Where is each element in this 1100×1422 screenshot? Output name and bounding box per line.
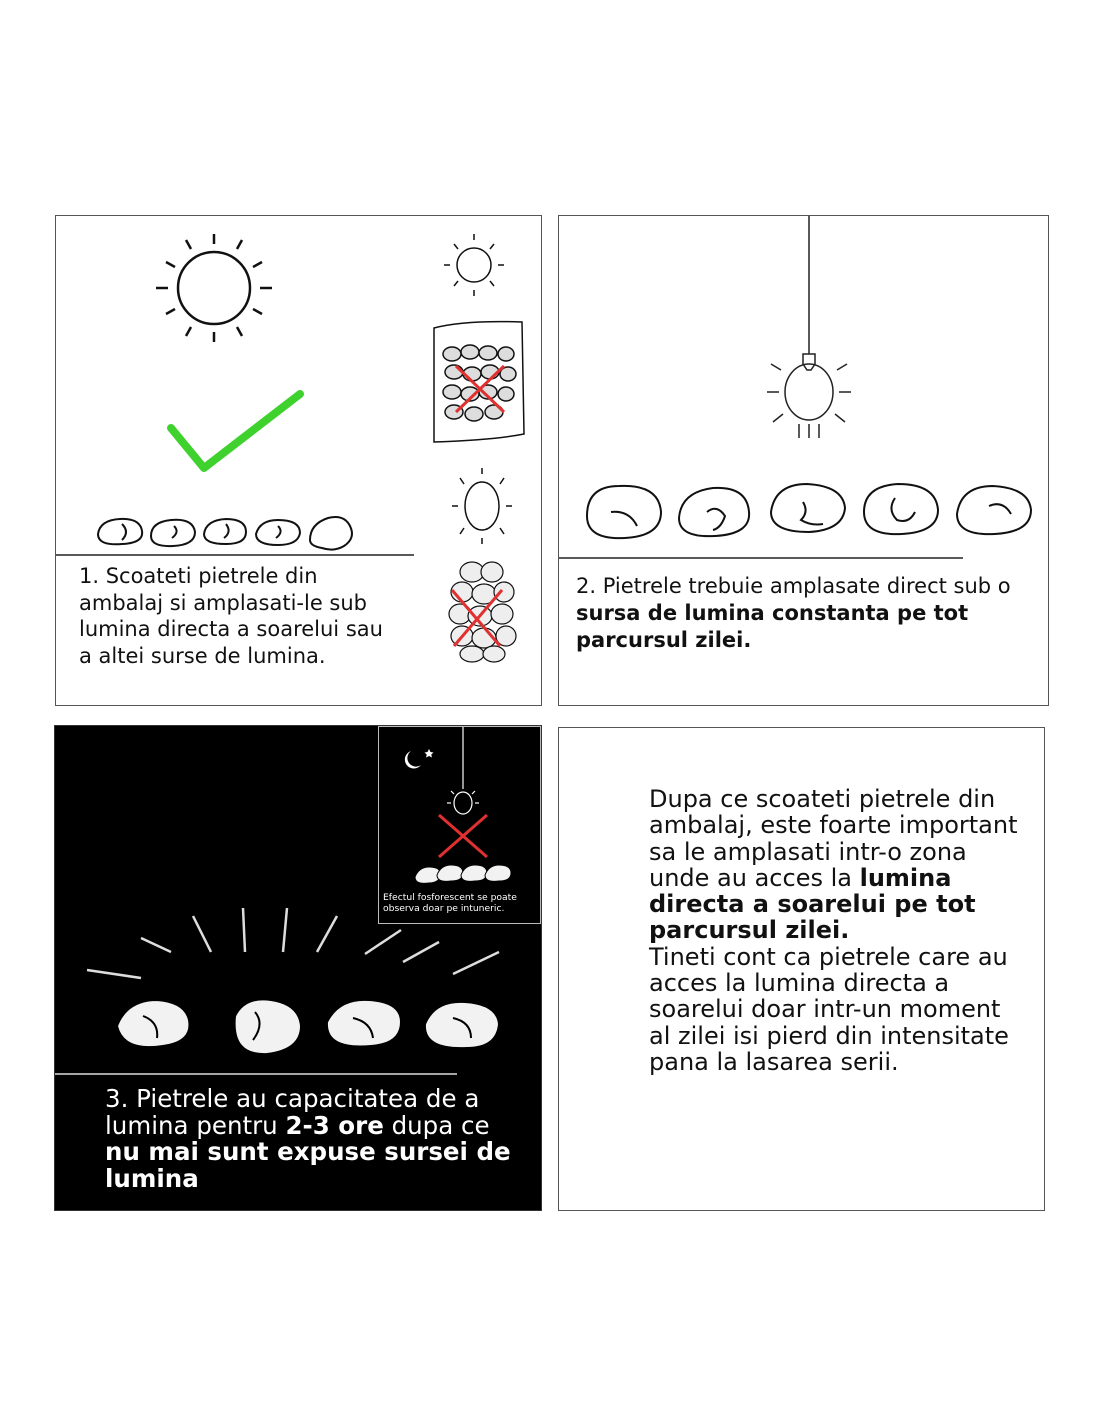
step-3-text-2: 2-3 ore [285,1110,384,1140]
panel-step-3 [54,725,542,1211]
night-inset [378,726,541,924]
moon-icon [405,751,421,769]
panel-step-2 [558,215,1049,706]
sun-icon [156,234,272,342]
info-text-1: Dupa ce scoateti pietrele din ambalaj, este foarte important sa le amplasati intr-o zona unde au acces la [649,785,1018,892]
bulb-icon [767,216,851,438]
step-2-text [576,573,1046,654]
panel-info [558,727,1045,1211]
bulb-icon [447,727,479,814]
info-text-2: lumina directa a soarelui pe tot parcursul zilei. [649,863,976,945]
night-inset-note: Efectul fosforescent se poate observa doar pe intuneric. [383,892,517,914]
stone-icon [587,484,1031,538]
stone-icon [117,999,499,1054]
cross-icon [439,815,487,857]
info-text [649,786,1019,1075]
check-icon [171,394,300,468]
star-icon [425,749,434,758]
sun-icon [452,468,512,544]
step-3-text-1: 3. Pietrele au capacitatea de a lumina pentru [105,1084,480,1140]
step-3-text [105,1086,525,1192]
bag-icon [434,322,524,442]
info-text-3: Tineti cont ca pietrele care au acces la lumina directa a soarelui doar intr-un moment al zilei isi pierd din intensitate pana la lasarea serii. [649,942,1009,1076]
step-3-text-4: nu mai sunt expuse sursei de lumina [105,1137,511,1193]
step-2-text-plain: 2. Pietrele trebuie amplasate direct sub o [576,574,1011,598]
stone-icon [415,865,511,883]
stone-icon [98,517,352,550]
sun-icon [444,234,504,296]
step-3-text-3: dupa ce [383,1110,490,1140]
step-1-text: 1. Scoateti pietrele din ambalaj si amplasati-le sub lumina directa a soarelui sau a altei surse de lumina. [79,564,383,668]
panel-step-1 [55,215,542,706]
step-2-text-bold: sursa de lumina constanta pe tot parcursul zilei. [576,601,969,652]
